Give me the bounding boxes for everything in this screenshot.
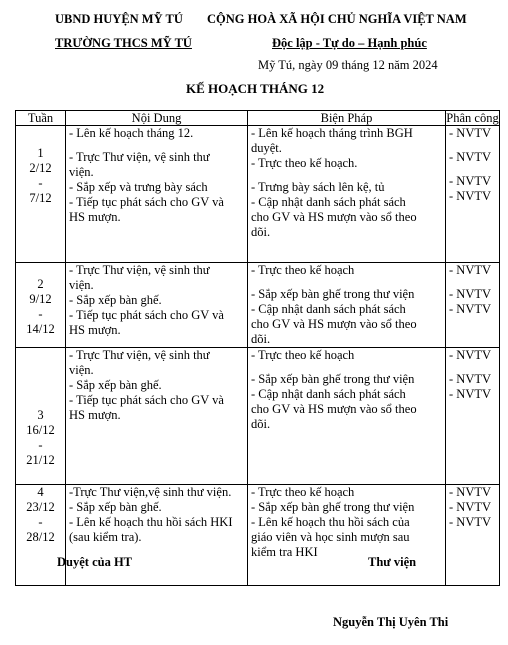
measures-line: - Trực theo kế hoạch	[251, 263, 355, 277]
week-line: 28/12	[26, 530, 55, 544]
library-label: Thư viện	[368, 555, 417, 569]
week-line: 23/12	[26, 500, 55, 514]
measures-line: dõi.	[251, 417, 271, 431]
measures-line: duyệt.	[251, 141, 282, 155]
measures-line: - Trực theo kế hoạch	[251, 348, 355, 362]
week-line: 9/12	[29, 292, 52, 306]
date-line: Mỹ Tú, ngày 09 tháng 12 năm 2024	[258, 58, 438, 72]
table-row	[16, 263, 500, 348]
week-cell	[16, 263, 66, 348]
assign-cell	[446, 126, 500, 263]
content-line: viện.	[69, 278, 94, 292]
content-line: HS mượn.	[69, 408, 121, 422]
content-cell	[66, 485, 248, 586]
week-line: -	[38, 515, 43, 529]
content-line: HS mượn.	[69, 323, 121, 337]
week-line: 2	[37, 277, 44, 291]
assign-line: - NVTV	[449, 515, 492, 529]
document-title: KẾ HOẠCH THÁNG 12	[186, 81, 325, 96]
content-line: HS mượn.	[69, 210, 121, 224]
assign-line: - NVTV	[449, 126, 492, 140]
content-line: - Lên kế hoạch thu hồi sách HKI	[69, 515, 233, 529]
measures-line: kiểm tra HKI	[251, 545, 318, 559]
plan-table	[15, 110, 500, 586]
assign-line: - NVTV	[449, 372, 492, 386]
assign-cell	[446, 263, 500, 348]
assign-cell	[446, 348, 500, 485]
content-line: - Trực Thư viện, vệ sinh thư	[69, 150, 210, 164]
content-cell	[66, 348, 248, 485]
blank-line	[449, 363, 496, 372]
content-cell	[66, 263, 248, 348]
content-line: - Sắp xếp bàn ghế.	[69, 500, 162, 514]
measures-line: - Sắp xếp bàn ghế trong thư viện	[251, 372, 415, 386]
week-line: 7/12	[29, 191, 52, 205]
assign-line: - NVTV	[449, 174, 492, 188]
nation-line-1: CỘNG HOÀ XÃ HỘI CHỦ NGHĨA VIỆT NAM	[207, 12, 467, 26]
measures-line: - Trực theo kế hoạch	[251, 485, 355, 499]
measures-line: cho GV và HS mượn vào sổ theo	[251, 210, 417, 224]
assign-line: - NVTV	[449, 189, 492, 203]
nation-line-2: Độc lập - Tự do – Hạnh phúc	[272, 36, 427, 50]
assign-line: - NVTV	[449, 263, 492, 277]
content-line: - Tiếp tục phát sách cho GV và	[69, 308, 224, 322]
measures-line: - Lên kế hoạch thu hồi sách của	[251, 515, 410, 529]
measures-line: cho GV và HS mượn vào sổ theo	[251, 402, 417, 416]
week-line: -	[38, 307, 43, 321]
measures-line: dõi.	[251, 332, 271, 346]
week-line: -	[38, 438, 43, 452]
measures-line: - Trực theo kế hoạch.	[251, 156, 358, 170]
measures-cell	[248, 263, 446, 348]
measures-line: - Sắp xếp bàn ghế trong thư viện	[251, 287, 415, 301]
measures-line: - Lên kế hoạch tháng trình BGH	[251, 126, 413, 140]
assign-line: - NVTV	[449, 302, 492, 316]
approve-label: Duyệt của HT	[57, 555, 132, 569]
content-line: - Trực Thư viện, vệ sinh thư	[69, 348, 210, 362]
measures-line: - Cập nhật danh sách phát sách	[251, 195, 406, 209]
week-line: -	[38, 176, 43, 190]
week-cell	[16, 348, 66, 485]
content-cell	[66, 126, 248, 263]
blank-line	[69, 141, 244, 150]
header-assign: Phân công	[446, 111, 499, 125]
measures-cell	[248, 485, 446, 586]
content-line: -Trực Thư viện,vệ sinh thư viện.	[69, 485, 232, 499]
assign-line: - NVTV	[449, 150, 492, 164]
measures-line: - Trưng bày sách lên kệ, tủ	[251, 180, 385, 194]
week-line: 16/12	[26, 423, 55, 437]
table-header-row	[16, 111, 500, 126]
header-measures: Biện Pháp	[248, 111, 446, 126]
content-line: - Lên kế hoạch tháng 12.	[69, 126, 194, 140]
content-line: - Tiếp tục phát sách cho GV và	[69, 393, 224, 407]
content-line: - Trực Thư viện, vệ sinh thư	[69, 263, 210, 277]
content-line: viện.	[69, 363, 94, 377]
week-line: 2/12	[29, 161, 52, 175]
blank-line	[449, 278, 496, 287]
measures-cell	[248, 348, 446, 485]
measures-line: - Cập nhật danh sách phát sách	[251, 387, 406, 401]
content-line: - Sắp xếp và trưng bày sách	[69, 180, 208, 194]
content-line: (sau kiểm tra).	[69, 530, 142, 544]
header-content: Nội Dung	[66, 111, 248, 126]
assign-line: - NVTV	[449, 500, 492, 514]
week-line: 4	[37, 485, 44, 499]
measures-line: dõi.	[251, 225, 271, 239]
blank-line	[251, 278, 442, 287]
assign-line: - NVTV	[449, 485, 492, 499]
table-row	[16, 126, 500, 263]
blank-line	[251, 171, 442, 180]
assign-line: - NVTV	[449, 348, 492, 362]
assign-cell	[446, 485, 500, 586]
content-line: - Tiếp tục phát sách cho GV và	[69, 195, 224, 209]
content-line: - Sắp xếp bàn ghế.	[69, 378, 162, 392]
assign-line: - NVTV	[449, 287, 492, 301]
measures-line: - Sắp xếp bàn ghế trong thư viện	[251, 500, 415, 514]
blank-line	[449, 165, 496, 174]
week-line: 1	[37, 146, 44, 160]
week-line: 3	[37, 408, 44, 422]
content-line: viện.	[69, 165, 94, 179]
assign-line: - NVTV	[449, 387, 492, 401]
week-line: 14/12	[26, 322, 55, 336]
week-cell	[16, 126, 66, 263]
content-line: - Sắp xếp bàn ghế.	[69, 293, 162, 307]
week-line: 21/12	[26, 453, 55, 467]
header-week: Tuần	[16, 111, 66, 126]
blank-line	[449, 141, 496, 150]
table-row	[16, 485, 500, 586]
blank-line	[251, 363, 442, 372]
measures-line: - Cập nhật danh sách phát sách	[251, 302, 406, 316]
org-line-1: UBND HUYỆN MỸ TÚ	[55, 12, 183, 26]
signer-name: Nguyễn Thị Uyên Thi	[333, 615, 449, 629]
week-cell	[16, 485, 66, 586]
table-row	[16, 348, 500, 485]
measures-line: cho GV và HS mượn vào sổ theo	[251, 317, 417, 331]
measures-cell	[248, 126, 446, 263]
org-line-2: TRƯỜNG THCS MỸ TÚ	[55, 36, 192, 50]
measures-line: giáo viên và học sinh mượn sau	[251, 530, 410, 544]
